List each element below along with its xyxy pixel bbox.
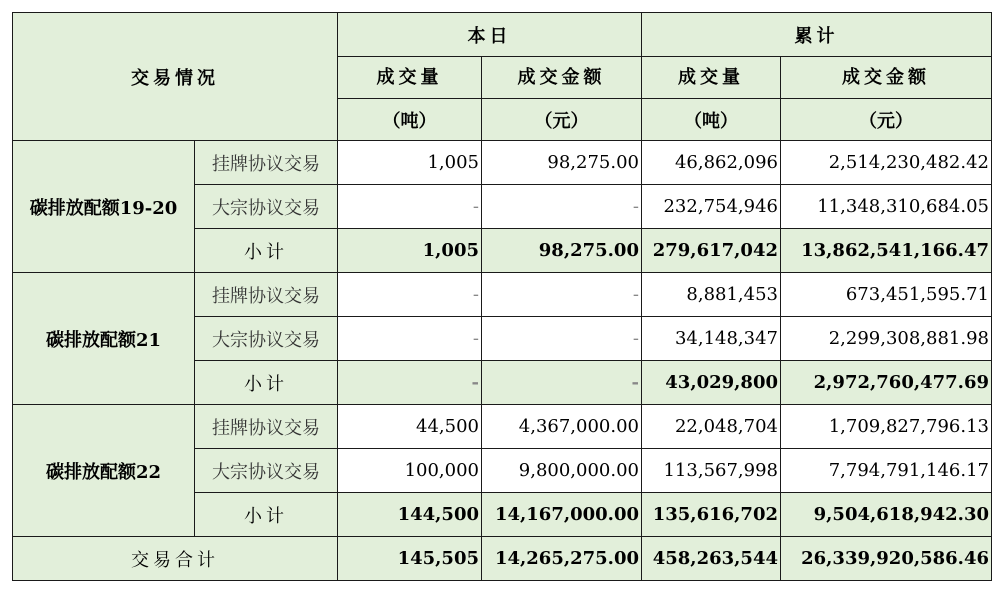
cell-today-amount: 9,800,000.00 — [482, 449, 642, 493]
cell-today-volume: 1,005 — [338, 141, 482, 185]
subtotal-cum-amount: 13,862,541,166.47 — [781, 229, 992, 273]
cell-cum-amount: 11,348,310,684.05 — [781, 185, 992, 229]
group-name: 碳排放配额21 — [13, 273, 195, 405]
subtotal-today-amount: 14,167,000.00 — [482, 493, 642, 537]
cell-cum-amount: 2,514,230,482.42 — [781, 141, 992, 185]
cell-today-volume: - — [338, 273, 482, 317]
header-cumulative: 累计 — [642, 13, 992, 57]
group-name: 碳排放配额22 — [13, 405, 195, 537]
total-row — [13, 537, 992, 581]
total-cum-volume: 458,263,544 — [642, 537, 781, 581]
row-label: 挂牌协议交易 — [195, 273, 338, 317]
subtotal-today-volume: - — [338, 361, 482, 405]
trading-summary-table — [12, 12, 992, 581]
cell-today-volume: - — [338, 317, 482, 361]
subtotal-cum-volume: 135,616,702 — [642, 493, 781, 537]
subtotal-today-amount: - — [482, 361, 642, 405]
cell-cum-amount: 2,299,308,881.98 — [781, 317, 992, 361]
subtotal-label: 小计 — [195, 229, 338, 273]
cell-today-volume: 44,500 — [338, 405, 482, 449]
cell-cum-volume: 34,148,347 — [642, 317, 781, 361]
subtotal-today-amount: 98,275.00 — [482, 229, 642, 273]
cell-today-amount: - — [482, 273, 642, 317]
cell-today-amount: - — [482, 317, 642, 361]
cell-cum-amount: 673,451,595.71 — [781, 273, 992, 317]
header-today-amount-unit: （元） — [482, 99, 642, 141]
header-corner: 交易情况 — [13, 13, 338, 141]
row-label: 大宗协议交易 — [195, 449, 338, 493]
subtotal-cum-volume: 43,029,800 — [642, 361, 781, 405]
table-body — [13, 141, 992, 537]
cell-today-volume: - — [338, 185, 482, 229]
subtotal-label: 小计 — [195, 361, 338, 405]
header-today-volume-unit: （吨） — [338, 99, 482, 141]
header-today-amount: 成交金额 — [482, 57, 642, 99]
subtotal-cum-volume: 279,617,042 — [642, 229, 781, 273]
cell-today-amount: 98,275.00 — [482, 141, 642, 185]
subtotal-label: 小计 — [195, 493, 338, 537]
subtotal-cum-amount: 9,504,618,942.30 — [781, 493, 992, 537]
total-today-amount: 14,265,275.00 — [482, 537, 642, 581]
table-row — [13, 273, 992, 317]
header-cum-amount: 成交金额 — [781, 57, 992, 99]
cell-cum-volume: 113,567,998 — [642, 449, 781, 493]
row-label: 大宗协议交易 — [195, 185, 338, 229]
cell-cum-amount: 7,794,791,146.17 — [781, 449, 992, 493]
total-label: 交易合计 — [13, 537, 338, 581]
cell-cum-volume: 232,754,946 — [642, 185, 781, 229]
row-label: 挂牌协议交易 — [195, 141, 338, 185]
cell-cum-volume: 22,048,704 — [642, 405, 781, 449]
cell-cum-volume: 8,881,453 — [642, 273, 781, 317]
header-cum-volume-unit: （吨） — [642, 99, 781, 141]
subtotal-today-volume: 1,005 — [338, 229, 482, 273]
row-label: 大宗协议交易 — [195, 317, 338, 361]
cell-today-amount: 4,367,000.00 — [482, 405, 642, 449]
table-row — [13, 141, 992, 185]
total-cum-amount: 26,339,920,586.46 — [781, 537, 992, 581]
cell-cum-volume: 46,862,096 — [642, 141, 781, 185]
table-row — [13, 405, 992, 449]
cell-cum-amount: 1,709,827,796.13 — [781, 405, 992, 449]
header-cum-amount-unit: （元） — [781, 99, 992, 141]
header-cum-volume: 成交量 — [642, 57, 781, 99]
total-today-volume: 145,505 — [338, 537, 482, 581]
cell-today-volume: 100,000 — [338, 449, 482, 493]
header-today: 本日 — [338, 13, 642, 57]
cell-today-amount: - — [482, 185, 642, 229]
subtotal-cum-amount: 2,972,760,477.69 — [781, 361, 992, 405]
row-label: 挂牌协议交易 — [195, 405, 338, 449]
header-today-volume: 成交量 — [338, 57, 482, 99]
group-name: 碳排放配额19-20 — [13, 141, 195, 273]
subtotal-today-volume: 144,500 — [338, 493, 482, 537]
